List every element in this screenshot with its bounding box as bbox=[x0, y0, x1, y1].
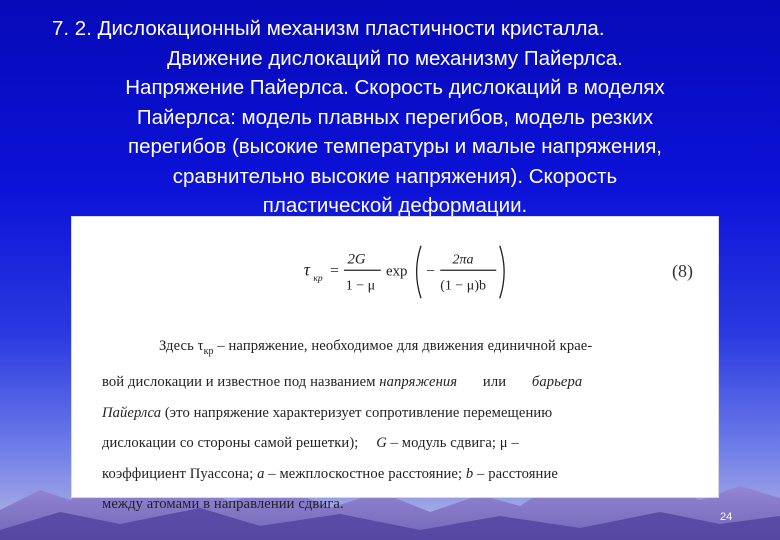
frac2-numerator: 2πa bbox=[452, 252, 474, 268]
minus-sign: − bbox=[426, 262, 436, 280]
text-l3i: Пайерлса bbox=[102, 404, 162, 421]
text-l4a: дислокации со стороны самой решетки); bbox=[102, 435, 363, 452]
title-line-4: Пайерлса: модель плавных перегибов, модель резких bbox=[136, 105, 654, 129]
page-number: 24 bbox=[720, 511, 733, 523]
text-line-1 bbox=[102, 331, 702, 367]
title-line-1: 7. 2. Дислокационный механизм пластичности кристалла. bbox=[52, 17, 605, 40]
title-line-3: Напряжение Пайерлса. Скорость дислокаций в моделях bbox=[125, 76, 665, 99]
exp-label: exp bbox=[386, 263, 408, 280]
formula-lhs-sub: кр bbox=[313, 272, 323, 284]
formula-equals: = bbox=[330, 262, 339, 280]
title-line-5: перегибов (высокие температуры и малые напряжения, bbox=[127, 135, 662, 158]
frac1-numerator: 2G bbox=[347, 251, 366, 268]
scanned-text-figure bbox=[72, 217, 718, 513]
text-l1b: – напряжение, необходимое для движения единичной крае- bbox=[213, 338, 593, 354]
text-l1sub: кр bbox=[203, 345, 214, 357]
left-paren bbox=[417, 246, 421, 299]
peierls-formula bbox=[282, 237, 602, 307]
title-line-2: Движение дислокаций по механизму Пайерлса. bbox=[167, 46, 623, 70]
text-l5b: – межплоскостное расстояние; bbox=[264, 465, 466, 482]
text-line-6: между атомами в направлении сдвига. bbox=[102, 496, 344, 513]
text-l5d: – расстояние bbox=[473, 465, 558, 482]
text-l5i: a bbox=[257, 465, 265, 482]
text-l3b: (это напряжение характеризует сопротивление перемещению bbox=[161, 404, 553, 421]
right-paren bbox=[500, 246, 504, 299]
text-l5c: b bbox=[465, 465, 474, 482]
text-line-4 bbox=[102, 428, 702, 459]
formula-lhs: τ bbox=[303, 259, 311, 280]
text-line-3 bbox=[102, 398, 702, 429]
text-line-2 bbox=[102, 367, 702, 398]
text-l2i: напряжения bbox=[379, 374, 458, 391]
text-l2b: или bbox=[479, 374, 510, 391]
frac1-denominator: 1 − μ bbox=[345, 278, 376, 294]
text-l1a: Здесь τ bbox=[159, 338, 204, 354]
text-l2a: вой дислокации и известное под названием bbox=[102, 374, 380, 391]
text-l4b: – модуль сдвига; μ – bbox=[386, 435, 519, 452]
title-line-6: сравнительно высокие напряжения). Скорость bbox=[172, 164, 618, 188]
text-l4G: G bbox=[376, 435, 387, 452]
text-line-5 bbox=[102, 459, 702, 490]
text-l2c: барьера bbox=[531, 374, 583, 391]
title-line-7: пластической деформации. bbox=[262, 194, 528, 217]
text-l5a: коэффициент Пуассона; bbox=[102, 465, 258, 482]
slide-title bbox=[40, 14, 750, 221]
frac2-denominator: (1 − μ)b bbox=[440, 278, 486, 294]
equation-number: (8) bbox=[672, 261, 693, 281]
formula-explanation bbox=[102, 331, 702, 520]
